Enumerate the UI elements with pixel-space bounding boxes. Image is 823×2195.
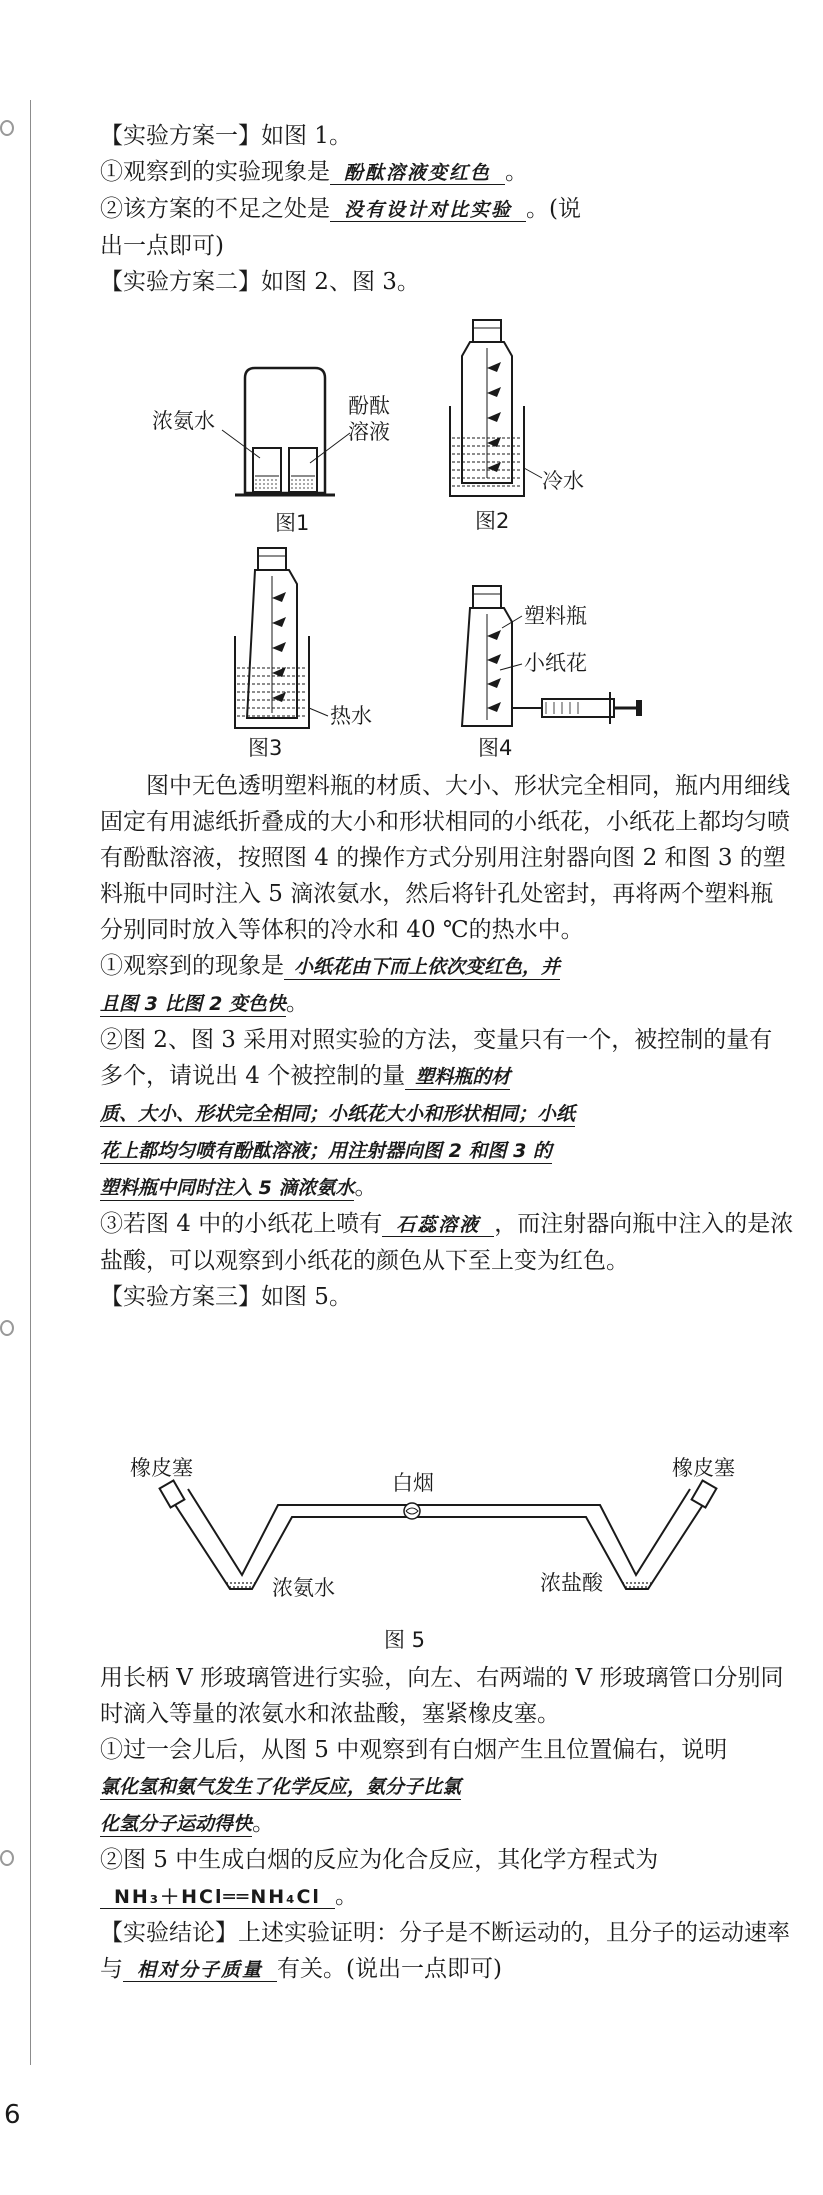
paper-flowers <box>487 362 501 472</box>
fig1-right-label-2: 溶液 <box>348 420 390 444</box>
binding-mark <box>0 1320 14 1336</box>
hydrochloric-liquid <box>622 1583 652 1587</box>
bell-jar <box>245 368 325 493</box>
scheme2-q2-answer-1: 塑料瓶的材 <box>405 1066 510 1090</box>
scheme2-q3-answer: 石蕊溶液 <box>382 1214 494 1237</box>
scheme2-block <box>100 768 795 1315</box>
fig1-right-label-1: 酚酞 <box>348 394 390 418</box>
scheme2-q2-answer-3: 花上都均匀喷有酚酞溶液；用注射器向图 2 和图 3 的 <box>100 1140 552 1162</box>
paper-flowers <box>487 630 501 712</box>
scheme2-q1-answer-1: 小纸花由下而上依次变红色，并 <box>284 956 560 980</box>
scheme2-title: 【实验方案二】如图 2、图 3。 <box>100 269 420 295</box>
fig2-label: 冷水 <box>542 469 584 493</box>
fig1-caption: 图1 <box>275 511 310 535</box>
fig3-caption: 图3 <box>248 736 283 758</box>
right-stopper <box>692 1480 717 1507</box>
scheme1-q1-answer: 酚酞溶液变红色 <box>330 162 505 185</box>
scheme2-intro: 图中无色透明塑料瓶的材质、大小、形状完全相同，瓶内用细线固定有用滤纸折叠成的大小和形状相同的小纸花，小纸花上都均匀喷有酚酞溶液，按照图 4 的操作方式分别用注射器向图 2 和图 3 的塑料瓶中同时注入 5 滴浓氨水，然后将针孔处密封，再将两个塑料瓶分别同时放入等体积的冷水和 40 ℃的热水中。 <box>100 773 790 943</box>
fig5-right-liquid-label: 浓盐酸 <box>540 1571 603 1595</box>
scheme3-q2: ②图 5 中生成白烟的反应为化合反应，其化学方程式为NH₃＋HCl══NH₄Cl 。 <box>100 1847 659 1909</box>
margin-rule <box>30 100 31 2065</box>
binding-mark <box>0 1850 14 1866</box>
conclusion-answer: 相对分子质量 <box>123 1959 277 1982</box>
fig5-left-liquid-label: 浓氨水 <box>272 1576 335 1600</box>
fig4-label-flower: 小纸花 <box>524 651 587 675</box>
ammonia-beaker <box>253 448 281 492</box>
scheme3-q1-answer-2: 化氢分子运动得快 <box>100 1813 253 1835</box>
fig5-right-stopper-label: 橡皮塞 <box>672 1456 735 1480</box>
scheme1-q1: ①观察到的实验现象是 酚酞溶液变红色 。 <box>100 159 529 185</box>
bottle-cap <box>473 586 501 608</box>
fig4-caption: 图4 <box>478 736 513 758</box>
binding-mark <box>0 120 14 136</box>
figure-1 <box>152 368 390 535</box>
scheme1-title: 【实验方案一】如图 1。 <box>100 123 352 149</box>
figure-5 <box>130 1455 750 1655</box>
figures-1-4 <box>150 318 710 758</box>
bottle-cap <box>473 320 501 342</box>
fig2-caption: 图2 <box>475 509 510 533</box>
scheme1-block <box>100 118 795 300</box>
fig5-smoke-label: 白烟 <box>392 1471 434 1495</box>
fig5-left-stopper-label: 橡皮塞 <box>130 1456 193 1480</box>
scheme2-q2-answer-2: 质、大小、形状完全相同；小纸花大小和形状相同；小纸 <box>100 1103 576 1125</box>
fig5-caption: 图 5 <box>384 1628 426 1652</box>
fig1-left-label: 浓氨水 <box>152 409 215 433</box>
scheme3-block <box>100 1660 795 1988</box>
phenolphthalein-beaker <box>289 448 317 492</box>
left-stopper <box>160 1480 185 1507</box>
scheme2-q2-answer-4: 塑料瓶中同时注入 5 滴浓氨水 <box>100 1177 355 1199</box>
scheme3-q1: ①过一会儿后，从图 5 中观察到有白烟产生且位置偏右，说明 氯化氢和氨气发生了化学反应，氨分子比氯 化氢分子运动得快。 <box>100 1737 728 1836</box>
paper-flowers <box>272 592 286 702</box>
scheme3-q1-answer-1: 氯化氢和氨气发生了化学反应，氨分子比氯 <box>100 1776 462 1798</box>
figure-3 <box>235 548 372 758</box>
fig3-label: 热水 <box>330 704 372 728</box>
conclusion: 【实验结论】上述实验证明：分子是不断运动的，且分子的运动速率与 相对分子质量 有关。(说出一点即可) <box>100 1920 790 1982</box>
scheme2-q1: ①观察到的现象是 小纸花由下而上依次变红色，并 且图 3 比图 2 变色快。 <box>100 953 561 1016</box>
fig4-label-bottle: 塑料瓶 <box>524 604 587 628</box>
scheme1-q2-answer: 没有设计对比实验 <box>330 199 526 222</box>
figure-4 <box>462 586 642 758</box>
scheme3-title: 【实验方案三】如图 5。 <box>100 1284 352 1310</box>
ammonia-liquid <box>226 1583 256 1587</box>
figure-2 <box>450 320 584 533</box>
syringe <box>512 692 642 724</box>
scheme3-intro: 用长柄 V 形玻璃管进行实验，向左、右两端的 V 形玻璃管口分别同时滴入等量的浓氨水和浓盐酸，塞紧橡皮塞。 <box>100 1665 784 1727</box>
v-tube <box>170 1489 708 1589</box>
scheme1-q2: ②该方案的不足之处是 没有设计对比实验 。(说 出一点即可) <box>100 196 581 259</box>
page-number: 6 <box>4 2100 21 2130</box>
scheme3-q2-answer: NH₃＋HCl══NH₄Cl <box>100 1886 335 1909</box>
scheme2-q1-answer-2: 且图 3 比图 2 变色快 <box>100 993 286 1015</box>
scheme2-q3: ③若图 4 中的小纸花上喷有 石蕊溶液 ，而注射器向瓶中注入的是浓盐酸，可以观察到小纸花的颜色从下至上变为红色。 <box>100 1211 794 1274</box>
bottle-cap <box>258 548 286 570</box>
scheme2-q2: ②图 2、图 3 采用对照实验的方法，变量只有一个，被控制的量有多个，请说出 4 个被控制的量 塑料瓶的材 质、大小、形状完全相同；小纸花大小和形状相同；小纸 花上都均匀喷有酚酞溶液；用注射器向图 2 和图 3 的 塑料瓶中同时注入 5 滴浓氨水。 <box>100 1027 773 1200</box>
